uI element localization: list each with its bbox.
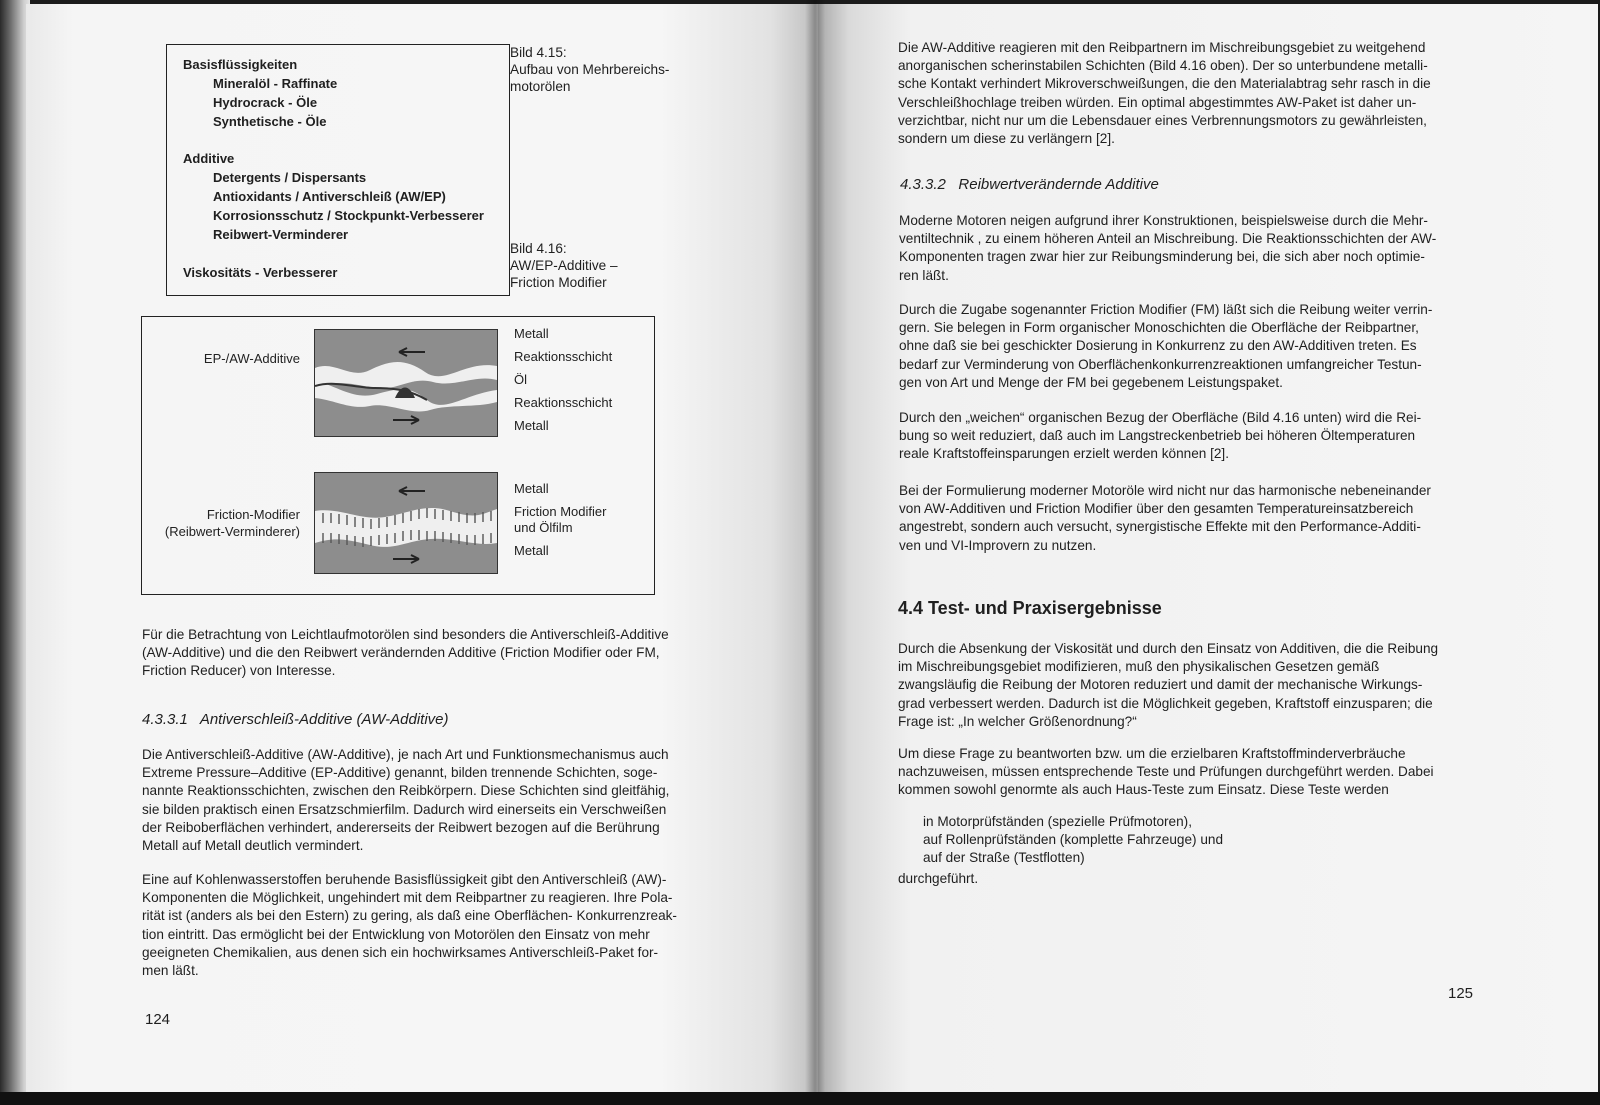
caption-line: Friction Modifier [510,275,607,290]
text-line: kommen sowohl genormte als auch Haus-Teste zum Einsatz. Diese Teste werden [898,782,1389,798]
paragraph-aw-reaction [898,39,1530,148]
text-line: nachzuweisen, müssen entsprechende Teste und Prüfungen durchgeführt werden. Dabei [898,764,1434,780]
text-line: ven und VI-Improvern zu nutzen. [899,537,1097,553]
paragraph-modern-engines [899,212,1531,285]
fm-label-line: (Reibwert-Verminderer) [164,524,300,539]
caption-line: AW/EP-Additive – [510,258,618,273]
layer-label: und Ölfilm [514,520,573,535]
text-line: Metall auf Metall deutlich vermindert. [142,838,364,854]
ep-aw-illustration [315,330,497,436]
layer-label: Reaktionsschicht [514,395,613,410]
paragraph-formulation [899,482,1531,555]
paragraph-tests [898,745,1530,800]
layer-label: Reaktionsschicht [514,349,613,364]
chapter-heading-4-4: 4.4 Test- und Praxisergebnisse [898,598,1162,618]
text-line: ohne daß sie bei geschickter Dosierung in Konkurrenz zu den AW-Additiven treten. Es [899,338,1417,354]
heading-viscosity: Viskositäts - Verbesserer [183,265,338,280]
intro-paragraph [142,626,762,681]
paragraph-soft-surface [899,409,1531,464]
caption-line: Bild 4.16: [510,241,567,256]
text-line: Um diese Frage zu beantworten bzw. um die erzielbaren Kraftstoffminderverbräuche [898,746,1406,761]
section-number: 4.3.3.2 [900,176,946,193]
section-number: 4.3.3.1 [142,711,188,728]
bottom-edge [0,1092,1600,1105]
additive-item: Detergents / Dispersants [213,170,367,185]
fm-label-line: Friction-Modifier [206,507,300,522]
paragraph-base-fluid [142,871,762,980]
paragraph-aw-additive [142,746,762,855]
text-line: zwangsläufig die Reibung der Motoren reduziert und damit der mechanische Wirkungs- [898,677,1423,693]
left-page [26,4,818,1096]
caption-line: Aufbau von Mehrbereichs- [510,62,670,77]
text-line: der Reiboberflächen verhindert, andererseits der Reibwert bezogen auf die Berührung [142,819,660,835]
additive-item: Korrosionsschutz / Stockpunkt-Verbesserer [213,208,484,223]
text-line: Die Antiverschleiß-Additive (AW-Additive), je nach Art und Funktionsmechanismus auch [142,747,669,762]
text-line: sie bilden praktisch einen Ersatzschmierfilm. Dadurch wird einerseits ein Verschweißen [142,801,667,817]
figure-4-16 [141,316,655,595]
caption-line: motorölen [510,79,571,94]
test-list-item: auf der Straße (Testflotten) [923,850,1085,865]
paragraph-viscosity [898,640,1530,731]
right-page [818,4,1598,1096]
text-line: Eine auf Kohlenwasserstoffen beruhende Basisflüssigkeit gibt den Antiverschleiß (AW)- [142,872,667,887]
text-line: von AW-Additiven und Friction Modifier über den gesamten Temperatureinsatzbereich [899,501,1414,517]
fm-illustration [315,473,497,573]
text-line: geeigneten Chemikalien, aus denen sich ein hochwirksames Antiverschleiß-Paket for- [142,944,659,960]
layer-label: Metall [514,543,549,558]
text-line: im Mischreibungsgebiet modifizieren, muß den physikalischen Gesetzen gemäß [898,659,1380,675]
text-line: Durch die Zugabe sogenannter Friction Modifier (FM) läßt sich die Reibung weiter verrin- [899,302,1433,317]
text-line: anorganischen scherinstabilen Schichten (Bild 4.16 oben). Der so unterbundene metalli- [898,58,1428,74]
layer-label: Öl [514,372,527,387]
additive-item: Antioxidants / Antiverschleiß (AW/EP) [213,189,446,204]
layer-label: Metall [514,326,549,341]
text-line: Friction Reducer) von Interesse. [142,663,336,679]
heading-basis: Basisflüssigkeiten [183,57,298,72]
text-line: rität ist (anders als bei den Estern) zu gering, als daß eine Oberflächen- Konkurrenzreak- [142,908,677,924]
text-line: ventiltechnik , zu einem höheren Anteil an Mischreibung. Die Reaktionsschichten der AW- [899,231,1437,247]
book-gutter [805,0,825,1105]
closing-text: durchgeführt. [898,871,979,886]
friction-modifier-diagram [314,472,498,574]
basis-item: Hydrocrack - Öle [213,95,318,110]
text-line: (AW-Additive) und die den Reibwert verändernden Additive (Friction Modifier oder FM, [142,645,660,661]
text-line: Komponenten die Möglichkeit, ungehindert mit dem Reibpartner zu reagieren. Ihre Pola- [142,890,673,906]
text-line: ren läßt. [899,267,949,283]
text-line: Bei der Formulierung moderner Motoröle wird nicht nur das harmonische nebeneinander [899,483,1431,498]
ep-aw-label: EP-/AW-Additive [203,351,300,366]
caption-4-15 [510,44,669,95]
text-line: nannte Reaktionsschichten, zwischen den Reibkörpern. Diese Schichten sind gleitfähig, [142,783,670,799]
text-line: angestrebt, sondern auch versucht, synergistische Effekte mit den Performance-Additi- [899,519,1421,535]
text-line: bedarf zur Verminderung von Oberflächenkonkurrenzreaktionen umfangreicher Testun- [899,356,1422,372]
basis-item: Synthetische - Öle [213,114,327,129]
text-line: Moderne Motoren neigen aufgrund ihrer Konstruktionen, beispielsweise durch die Mehr- [899,213,1428,228]
text-line: tion eintritt. Das ermöglicht bei der Entwicklung von Motorölen den Einsatz von mehr [142,926,650,942]
text-line: sondern um diese zu verlängern [2]. [898,131,1115,147]
layer-label: Metall [514,481,549,496]
page-number-left: 124 [145,1011,171,1028]
heading-additive: Additive [183,151,235,166]
text-line: Die AW-Additive reagieren mit den Reibpartnern im Mischreibungsgebiet zu weitgehend [898,40,1426,55]
section-title: Reibwertverändernde Additive [958,176,1159,193]
section-title: Antiverschleiß-Additive (AW-Additive) [199,711,449,728]
ep-aw-diagram [314,329,498,437]
section-heading-4332 [900,176,1159,193]
layer-label: Metall [514,418,549,433]
paragraph-friction-modifier [899,301,1531,392]
caption-4-16 [510,240,618,291]
text-line: gern. Sie belegen in Form organischer Monoschichten die Oberfläche der Reibpartner, [899,320,1419,336]
page-number-right: 125 [1448,985,1474,1002]
text-line: grad verbessert werden. Dadurch ist die Möglichkeit gegeben, Kraftstoff einzusparen; die [898,695,1433,711]
text-line: gen von Art und Menge der FM bei gegebenem Leistungspaket. [899,374,1283,390]
basis-item: Mineralöl - Raffinate [213,76,338,91]
test-list-item: auf Rollenprüfständen (komplette Fahrzeuge) und [923,832,1223,847]
figure-4-15-box [166,44,510,296]
text-line: bung so weit reduziert, daß auch im Langstreckenbetrieb bei höheren Öltemperaturen [899,428,1416,444]
text-line: Komponenten tragen zwar hier zur Reibungsminderung bei, die sich aber noch optimie- [899,249,1425,265]
additive-item: Reibwert-Verminderer [213,227,349,242]
text-line: reale Kraftstoffeinsparungen erzielt werden können [2]. [899,446,1229,462]
test-list-item: in Motorprüfständen (spezielle Prüfmotoren), [923,814,1192,829]
text-line: Durch die Absenkung der Viskosität und durch den Einsatz von Additiven, die die Reibung [898,641,1439,656]
text-line: Verschleißhochlage treiben würden. Ein optimal abgestimmtes AW-Paket ist daher un- [898,94,1417,110]
text-line: Für die Betrachtung von Leichtlaufmotorölen sind besonders die Antiverschleiß-Additive [142,627,669,642]
text-line: Frage ist: „In welcher Größenordnung?“ [898,713,1137,729]
layer-label: Friction Modifier [514,504,607,519]
friction-modifier-label [144,506,300,540]
caption-line: Bild 4.15: [510,45,567,60]
text-line: Durch den „weichen“ organischen Bezug der Oberfläche (Bild 4.16 unten) wird die Rei- [899,410,1422,425]
text-line: sche Kontakt verhindert Mikroverschweißungen, die den Materialabtrag sehr rasch in die [898,76,1431,92]
section-heading-4331 [142,711,449,728]
text-line: men läßt. [142,963,199,979]
text-line: verzichtbar, nicht nur um die Lebensdauer eines Verbrennungsmotors zu gewährleisten, [898,112,1427,128]
text-line: Extreme Pressure–Additive (EP-Additive) genannt, bilden trennende Schichten, soge- [142,765,658,781]
